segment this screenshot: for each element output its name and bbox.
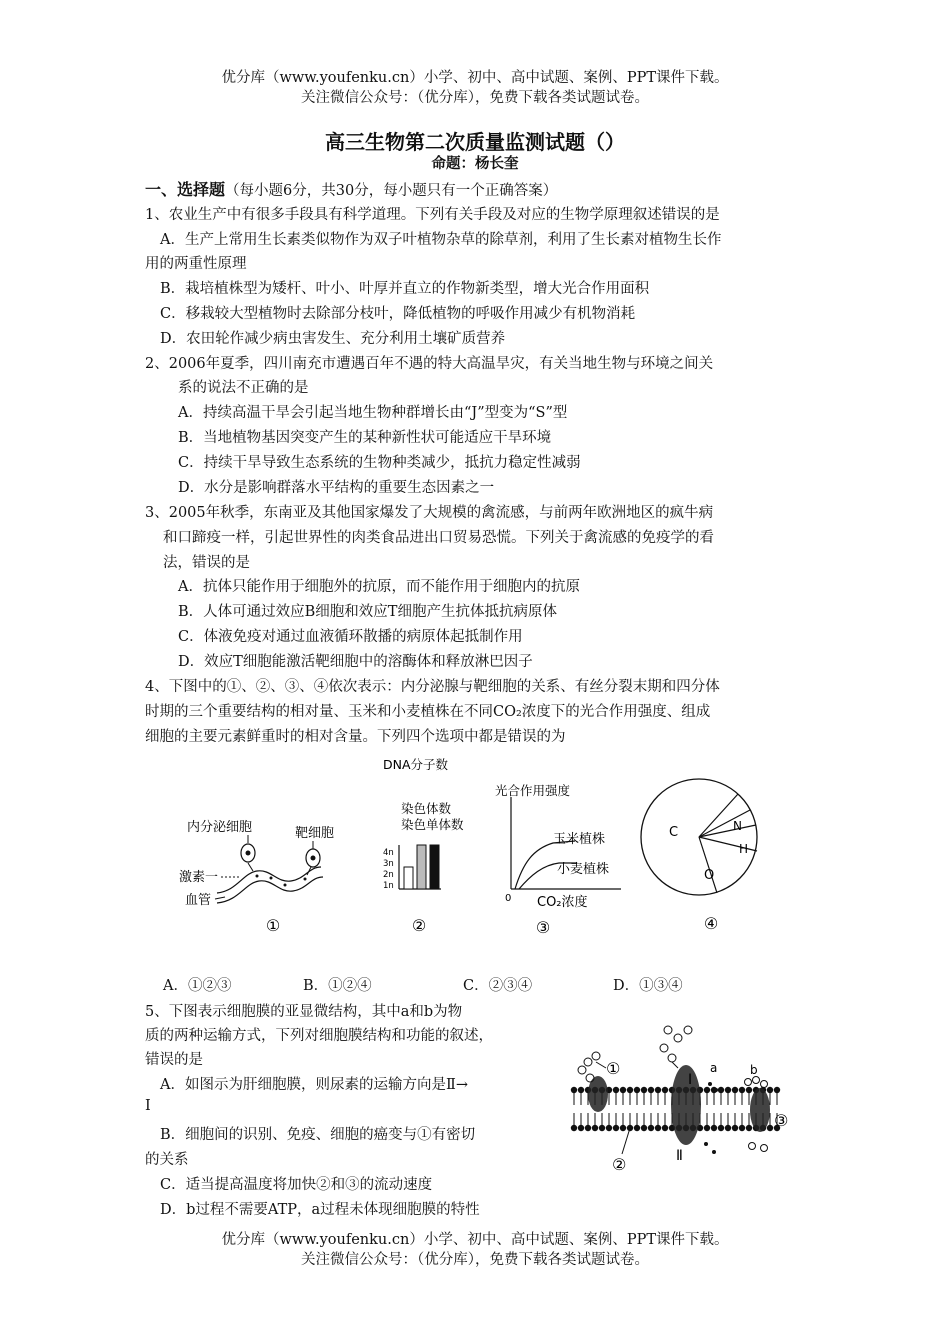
fig2-bar-dna (430, 845, 439, 889)
glycoprotein-stalk (672, 1062, 678, 1068)
phospholipid-head (620, 1087, 626, 1093)
q4-option-b: B．①②④ (303, 978, 372, 994)
substance-b-particle (753, 1077, 760, 1084)
q3-option-a: A．抗体只能作用于细胞外的抗原，而不能作用于细胞内的抗原 (178, 579, 580, 595)
figure-2 (383, 757, 464, 935)
carrier-protein (750, 1088, 770, 1132)
substance-b-particle (749, 1143, 756, 1150)
phospholipid-head (585, 1125, 591, 1131)
q2-option-d: D．水分是影响群落水平结构的重要生态因素之一 (178, 480, 495, 496)
header-line-1: 优分库（www.youfenku.cn）小学、初中、高中试题、案例、PPT课件下载。 (221, 70, 729, 86)
glycoprotein-sugar (578, 1066, 586, 1074)
q4-stem-cont-2: 细胞的主要元素鲜重时的相对含量。下列四个选项中都是错误的为 (145, 729, 566, 745)
phospholipid-head (655, 1125, 661, 1131)
section-title: 一、选择题 (145, 180, 226, 199)
q4-option-c: C．②③④ (463, 978, 533, 994)
phospholipid-head (648, 1125, 654, 1131)
q3-option-d: D．效应T细胞能激活靶细胞中的溶酶体和释放淋巴因子 (178, 654, 533, 670)
q5-option-b-cont: 的关系 (145, 1152, 189, 1168)
phospholipid-head (767, 1125, 773, 1131)
q1-option-a: A．生产上常用生长素类似物作为双子叶植物杂草的除草剂，利用了生长素对植物生长作 (160, 232, 722, 248)
membrane-label-3: ③ (774, 1111, 789, 1130)
fig3-series-corn: 玉米植株 (553, 832, 606, 847)
membrane-side-2: Ⅱ (676, 1148, 683, 1164)
q3-stem: 3、2005年秋季，东南亚及其他国家爆发了大规模的禽流感，与前两年欧洲地区的疯牛病 (145, 505, 714, 521)
membrane-side-1: Ⅰ (688, 1072, 693, 1088)
label-1-pointer (596, 1062, 606, 1068)
phospholipid-head (606, 1125, 612, 1131)
fig2-col3-label: DNA分子数 (383, 757, 449, 772)
phospholipid-head (739, 1087, 745, 1093)
membrane-label-b: b (750, 1063, 758, 1077)
phospholipid-head (739, 1125, 745, 1131)
glycoprotein-sugar (668, 1054, 676, 1062)
q4-stem-cont: 时期的三个重要结构的相对量、玉米和小麦植株在不同CO₂浓度下的光合作用强度、组成 (145, 704, 711, 720)
fig2-bar-chromosome (404, 867, 413, 889)
fig4-number: ④ (703, 914, 719, 933)
fig2-number: ② (411, 916, 427, 935)
q1-option-b: B．栽培植株型为矮杆、叶小、叶厚并直立的作物新类型，增大光合作用面积 (160, 281, 650, 297)
q5-stem-cont: 质的两种运输方式，下列对细胞膜结构和功能的叙述， (145, 1028, 493, 1044)
q5-option-a-cont: Ⅰ (145, 1098, 151, 1114)
fig3-number: ③ (535, 918, 551, 937)
phospholipid-head (592, 1125, 598, 1131)
fig1-target-label: 靶细胞 (295, 826, 335, 841)
q5-stem: 5、下图表示细胞膜的亚显微结构，其中a和b为物 (145, 1004, 463, 1020)
glycoprotein-sugar (674, 1034, 682, 1042)
phospholipid-head (732, 1087, 738, 1093)
q2-stem-cont: 系的说法不正确的是 (178, 380, 309, 396)
phospholipid-head (704, 1125, 710, 1131)
q3-stem-cont-2: 法，错误的是 (163, 555, 250, 571)
phospholipid-head (655, 1087, 661, 1093)
figure-1 (179, 819, 334, 935)
phospholipid-head (767, 1087, 773, 1093)
phospholipid-head (599, 1125, 605, 1131)
channel-protein (671, 1065, 701, 1145)
fig3-origin: 0 (505, 893, 512, 904)
q3-option-c: C．体液免疫对通过血液循环散播的病原体起抵制作用 (178, 629, 523, 645)
fig2-tick: 3n (383, 859, 394, 869)
phospholipid-head (732, 1125, 738, 1131)
q4-option-d: D．①③④ (613, 978, 683, 994)
q1-option-d: D．农田轮作减少病虫害发生、充分利用土壤矿质营养 (160, 331, 506, 347)
author: 命题：杨长奎 (431, 156, 519, 172)
substance-a-particle (714, 1088, 718, 1092)
figure-3 (495, 783, 621, 937)
phospholipid-head (718, 1125, 724, 1131)
q5-option-a: A．如图示为肝细胞膜，则尿素的运输方向是Ⅱ→ (160, 1077, 468, 1093)
phospholipid-head (725, 1087, 731, 1093)
q5-option-d: D．b过程不需要ATP，a过程未体现细胞膜的特性 (160, 1202, 480, 1218)
fig3-y-label: 光合作用强度 (495, 783, 571, 798)
phospholipid-head (725, 1125, 731, 1131)
fig2-col1-label: 染色体数 (401, 801, 452, 816)
glycoprotein-sugar (660, 1044, 668, 1052)
q3-stem-cont: 和口蹄疫一样，引起世界性的肉类食品进出口贸易恐慌。下列关于禽流感的免疫学的看 (163, 530, 714, 546)
phospholipid-head (648, 1087, 654, 1093)
q3-option-b: B．人体可通过效应B细胞和效应T细胞产生抗体抵抗病原体 (178, 604, 557, 620)
q2-option-a: A．持续高温干旱会引起当地生物种群增长由“J”型变为“S”型 (178, 405, 568, 421)
phospholipid-head (578, 1125, 584, 1131)
header-line-2: 关注微信公众号：（优分库），免费下载各类试题试卷。 (301, 90, 649, 106)
fig4-label-o: O (704, 868, 715, 883)
q4-stem: 4、下图中的①、②、③、④依次表示：内分泌腺与靶细胞的关系、有丝分裂末期和四分体 (145, 679, 720, 695)
fig2-tick: 2n (383, 870, 394, 880)
phospholipid-head (641, 1125, 647, 1131)
footer-line-2: 关注微信公众号：（优分库），免费下载各类试题试卷。 (301, 1252, 649, 1268)
phospholipid-head (718, 1087, 724, 1093)
fig1-hormone-dot (304, 878, 307, 881)
q2-option-c: C．持续干旱导致生态系统的生物种类减少，抵抗力稳定性减弱 (178, 455, 581, 471)
phospholipid-head (634, 1087, 640, 1093)
phospholipid-head (746, 1125, 752, 1131)
q1-option-c: C．移栽较大型植物时去除部分枝叶，降低植物的呼吸作用减少有机物消耗 (160, 306, 636, 322)
phospholipid-head (774, 1087, 780, 1093)
fig4-label-c: C (669, 825, 679, 840)
phospholipid-head (662, 1125, 668, 1131)
fig1-number: ① (265, 916, 281, 935)
section-heading (145, 177, 557, 200)
glycoprotein-sugar (592, 1052, 600, 1060)
q5-option-b: B．细胞间的识别、免疫、细胞的癌变与①有密切 (160, 1127, 476, 1143)
phospholipid-head (641, 1087, 647, 1093)
figure-4 (641, 779, 757, 933)
q5-option-c: C．适当提高温度将加快②和③的流动速度 (160, 1177, 433, 1193)
q5-stem-cont-2: 错误的是 (145, 1052, 203, 1068)
phospholipid-head (627, 1087, 633, 1093)
q5-membrane-figure (560, 1020, 800, 1180)
q4-figures (145, 755, 805, 945)
glycoprotein-sugar (586, 1074, 594, 1082)
substance-a-particle (712, 1150, 716, 1154)
fig1-target-nucleus (311, 856, 316, 861)
substance-a-particle (704, 1142, 708, 1146)
membrane-label-a: a (710, 1061, 718, 1075)
glycoprotein-sugar (664, 1026, 672, 1034)
fig1-hormone-dot (284, 884, 287, 887)
fig3-series-wheat: 小麦植株 (557, 862, 610, 877)
fig1-hormone-dot (270, 877, 273, 880)
phospholipid-head (746, 1087, 752, 1093)
phospholipid-head (571, 1087, 577, 1093)
phospholipid-head (613, 1087, 619, 1093)
fig4-label-h: H (739, 842, 749, 856)
q4-option-a: A．①②③ (163, 978, 232, 994)
phospholipid-head (662, 1087, 668, 1093)
page-title: 高三生物第二次质量监测试题（） (325, 130, 625, 154)
substance-b-particle (745, 1079, 752, 1086)
fig2-tick: 1n (383, 881, 394, 891)
phospholipid-head (578, 1087, 584, 1093)
fig1-gland-nucleus (246, 851, 251, 856)
phospholipid-head (711, 1125, 717, 1131)
fig3-x-label: CO₂浓度 (537, 895, 588, 910)
fig1-vessel-label: 血管 (185, 893, 212, 908)
glycoprotein-sugar (584, 1058, 592, 1066)
fig2-col2-label: 染色单体数 (401, 817, 464, 832)
fig1-vessel-pointer (215, 897, 225, 899)
substance-b-particle (761, 1081, 768, 1088)
fig1-hormone-dot (256, 875, 259, 878)
glycoprotein-sugar (684, 1026, 692, 1034)
fig1-hormone-label: 激素一 (179, 870, 219, 885)
membrane-label-2: ② (612, 1155, 627, 1174)
section-note: （每小题6分，共30分，每小题只有一个正确答案） (225, 183, 558, 199)
fig4-slice-edge (699, 837, 717, 893)
fig4-label-n: N (733, 819, 742, 833)
fig1-vessel-wall-lower (217, 877, 323, 903)
q2-stem: 2、2006年夏季，四川南充市遭遇百年不遇的特大高温旱灾，有关当地生物与环境之间关 (145, 356, 714, 372)
q2-option-b: B．当地植物基因突变产生的某种新性状可能适应干旱环境 (178, 430, 552, 446)
label-2-pointer (622, 1128, 630, 1154)
fig1-secretion-arrow (248, 863, 253, 871)
phospholipid-head (704, 1087, 710, 1093)
fig4-slice-edge (699, 810, 750, 837)
fig4-slice-edge (699, 837, 757, 851)
phospholipid-head (613, 1125, 619, 1131)
phospholipid-head (634, 1125, 640, 1131)
fig2-tick: 4n (383, 848, 394, 858)
substance-a-particle (708, 1082, 712, 1086)
q1-option-a-cont: 用的两重性原理 (145, 256, 247, 272)
phospholipid-head (620, 1125, 626, 1131)
phospholipid-head (571, 1125, 577, 1131)
fig1-gland-label: 内分泌细胞 (187, 820, 253, 835)
fig2-bar-chromatid (417, 845, 426, 889)
footer-line-1: 优分库（www.youfenku.cn）小学、初中、高中试题、案例、PPT课件下载。 (221, 1232, 729, 1248)
membrane-label-1: ① (606, 1059, 621, 1078)
q1-stem: 1、农业生产中有很多手段具有科学道理。下列有关手段及对应的生物学原理叙述错误的是 (145, 207, 720, 223)
substance-b-particle (761, 1145, 768, 1152)
